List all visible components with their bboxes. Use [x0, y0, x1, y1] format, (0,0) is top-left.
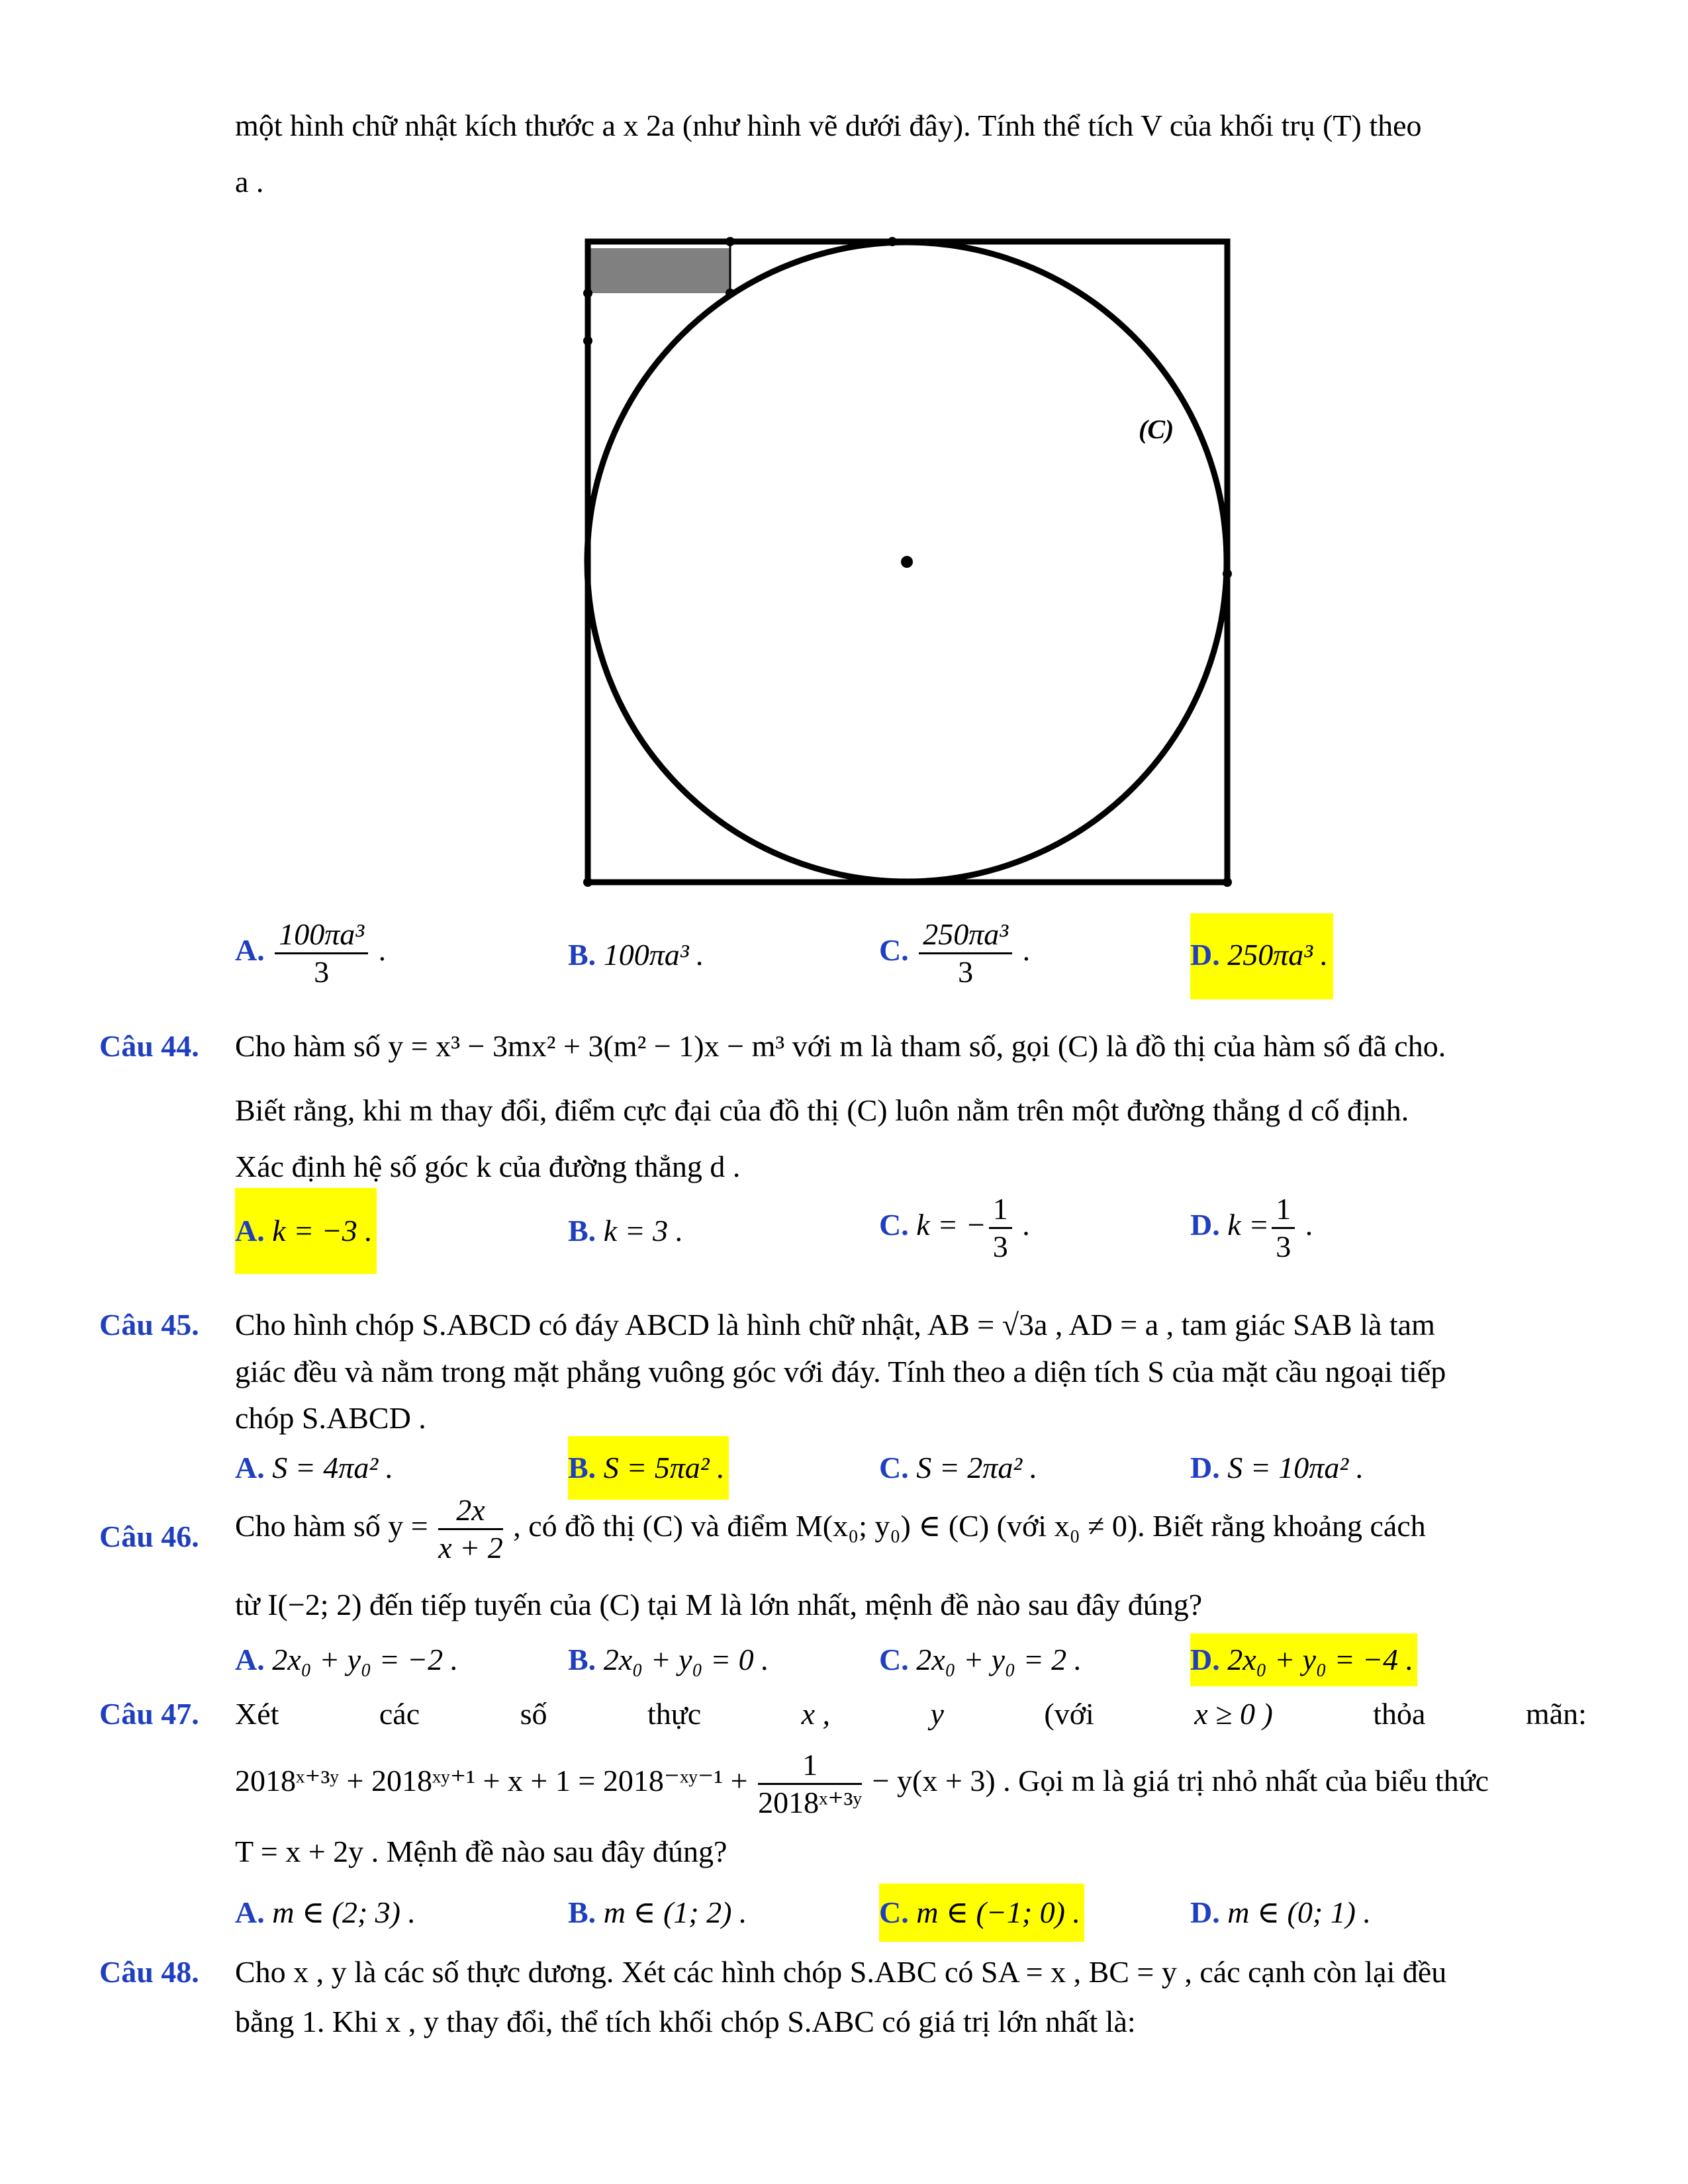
intro-line-1: một hình chữ nhật kích thước a x 2a (như hình vẽ dưới đây). Tính thể tích V của khối trụ (T) theo: [235, 109, 1422, 142]
q47-line-2: 2018ˣ⁺³ʸ + 2018ˣʸ⁺¹ + x + 1 = 2018⁻ˣʸ⁻¹ + $\frac{1}{\text{2018ˣ⁺³ʸ}}$ − y(x + 3) . Gọi m là giá trị nhỏ nhất của biểu thức: [235, 1748, 1489, 1819]
q44-option-d[interactable]: D. k = $\frac{1}{3}$ .: [1190, 1192, 1313, 1263]
q45-label: Câu 45.: [99, 1308, 199, 1342]
point-top: [726, 237, 735, 246]
q45-option-d[interactable]: D. S = 10πa² .: [1190, 1451, 1364, 1484]
q47-label: Câu 47.: [99, 1697, 199, 1731]
q44-label: Câu 44.: [99, 1029, 199, 1063]
q43-option-d[interactable]: D. 250πa³ .: [1190, 913, 1333, 999]
q44-line-1: Cho hàm số y = x³ − 3mx² + 3(m² − 1)x − m³ với m là tham số, gọi (C) là đồ thị của hàm số đã cho.: [235, 1029, 1446, 1063]
q48-line-1: Cho x , y là các số thực dương. Xét các hình chóp S.ABC có SA = x , BC = y , các cạnh còn lại đều: [235, 1955, 1447, 1989]
q46-option-a[interactable]: A. 2x₀ + y₀ = −2 .: [235, 1643, 459, 1676]
q45-option-b[interactable]: B. S = 5πa² .: [568, 1436, 729, 1500]
point-top-tangent: [888, 237, 897, 246]
point-left-2: [583, 336, 592, 345]
q45-line-1: Cho hình chóp S.ABCD có đáy ABCD là hình chữ nhật, AB = √3a , AD = a , tam giác SAB là tam: [235, 1308, 1435, 1342]
q45-line-2: giác đều và nằm trong mặt phẳng vuông góc với đáy. Tính theo a diện tích S của mặt cầu ngoại tiếp: [235, 1355, 1446, 1388]
q44-option-b[interactable]: B. k = 3 .: [568, 1214, 684, 1248]
center-point: [901, 556, 913, 568]
q47-option-a[interactable]: A. m ∈ (2; 3) .: [235, 1895, 416, 1929]
q45-line-3: chóp S.ABCD .: [235, 1401, 426, 1435]
q47-line-1: Xét các số thực x , y (với x ≥ 0 ) thỏa mãn:: [235, 1697, 1587, 1731]
q44-line-2: Biết rằng, khi m thay đổi, điểm cực đại của đồ thị (C) luôn nằm trên một đường thẳng d cố định.: [235, 1093, 1409, 1127]
q46-option-b[interactable]: B. 2x₀ + y₀ = 0 .: [568, 1643, 769, 1676]
q48-line-2: bằng 1. Khi x , y thay đổi, thể tích khối chóp S.ABC có giá trị lớn nhất là:: [235, 2005, 1136, 2038]
q47-line-3: T = x + 2y . Mệnh đề nào sau đây đúng?: [235, 1835, 727, 1868]
point-bottom-left: [583, 878, 592, 887]
intro-line-2: a .: [235, 165, 264, 199]
q46-line-2: từ I(−2; 2) đến tiếp tuyến của (C) tại M là lớn nhất, mệnh đề nào sau đây đúng?: [235, 1588, 1203, 1621]
point-left-1: [583, 289, 592, 298]
q48-label: Câu 48.: [99, 1955, 199, 1989]
q46-label: Câu 46.: [99, 1520, 199, 1553]
q44-option-c[interactable]: C. k = − $\frac{1}{3}$ .: [879, 1192, 1030, 1263]
point-tangent: [726, 289, 735, 298]
shaded-rectangle: [588, 248, 730, 293]
q47-option-d[interactable]: D. m ∈ (0; 1) .: [1190, 1895, 1371, 1929]
q46-option-d[interactable]: D. 2x₀ + y₀ = −4 .: [1190, 1633, 1417, 1686]
q47-option-b[interactable]: B. m ∈ (1; 2) .: [568, 1895, 747, 1929]
point-bottom-right: [1223, 878, 1232, 887]
point-right-tangent: [1223, 569, 1232, 578]
q46-option-c[interactable]: C. 2x₀ + y₀ = 2 .: [879, 1643, 1082, 1676]
q47-option-c[interactable]: C. m ∈ (−1; 0) .: [879, 1884, 1084, 1942]
q43-option-a[interactable]: A. $\frac{\text{100πa³}}{3}$ .: [235, 917, 387, 989]
q44-line-3: Xác định hệ số góc k của đường thẳng d .: [235, 1150, 741, 1183]
q45-option-c[interactable]: C. S = 2πa² .: [879, 1451, 1038, 1484]
q46-line-1: Cho hàm số y = $\frac{2x}{x + 2}$ , có đồ thị (C) và điểm M(x₀; y₀) ∈ (C) (với x₀ ≠ 0). Biết rằng khoảng cách: [235, 1493, 1426, 1565]
q43-option-b[interactable]: B. 100πa³ .: [568, 938, 704, 972]
circle-label: (C): [1139, 414, 1174, 444]
q44-option-a[interactable]: A. k = −3 .: [235, 1188, 377, 1274]
cylinder-figure: [0, 0, 1688, 927]
q43-option-c[interactable]: C. $\frac{\text{250πa³}}{3}$ .: [879, 917, 1031, 989]
q45-option-a[interactable]: A. S = 4πa² .: [235, 1451, 394, 1484]
